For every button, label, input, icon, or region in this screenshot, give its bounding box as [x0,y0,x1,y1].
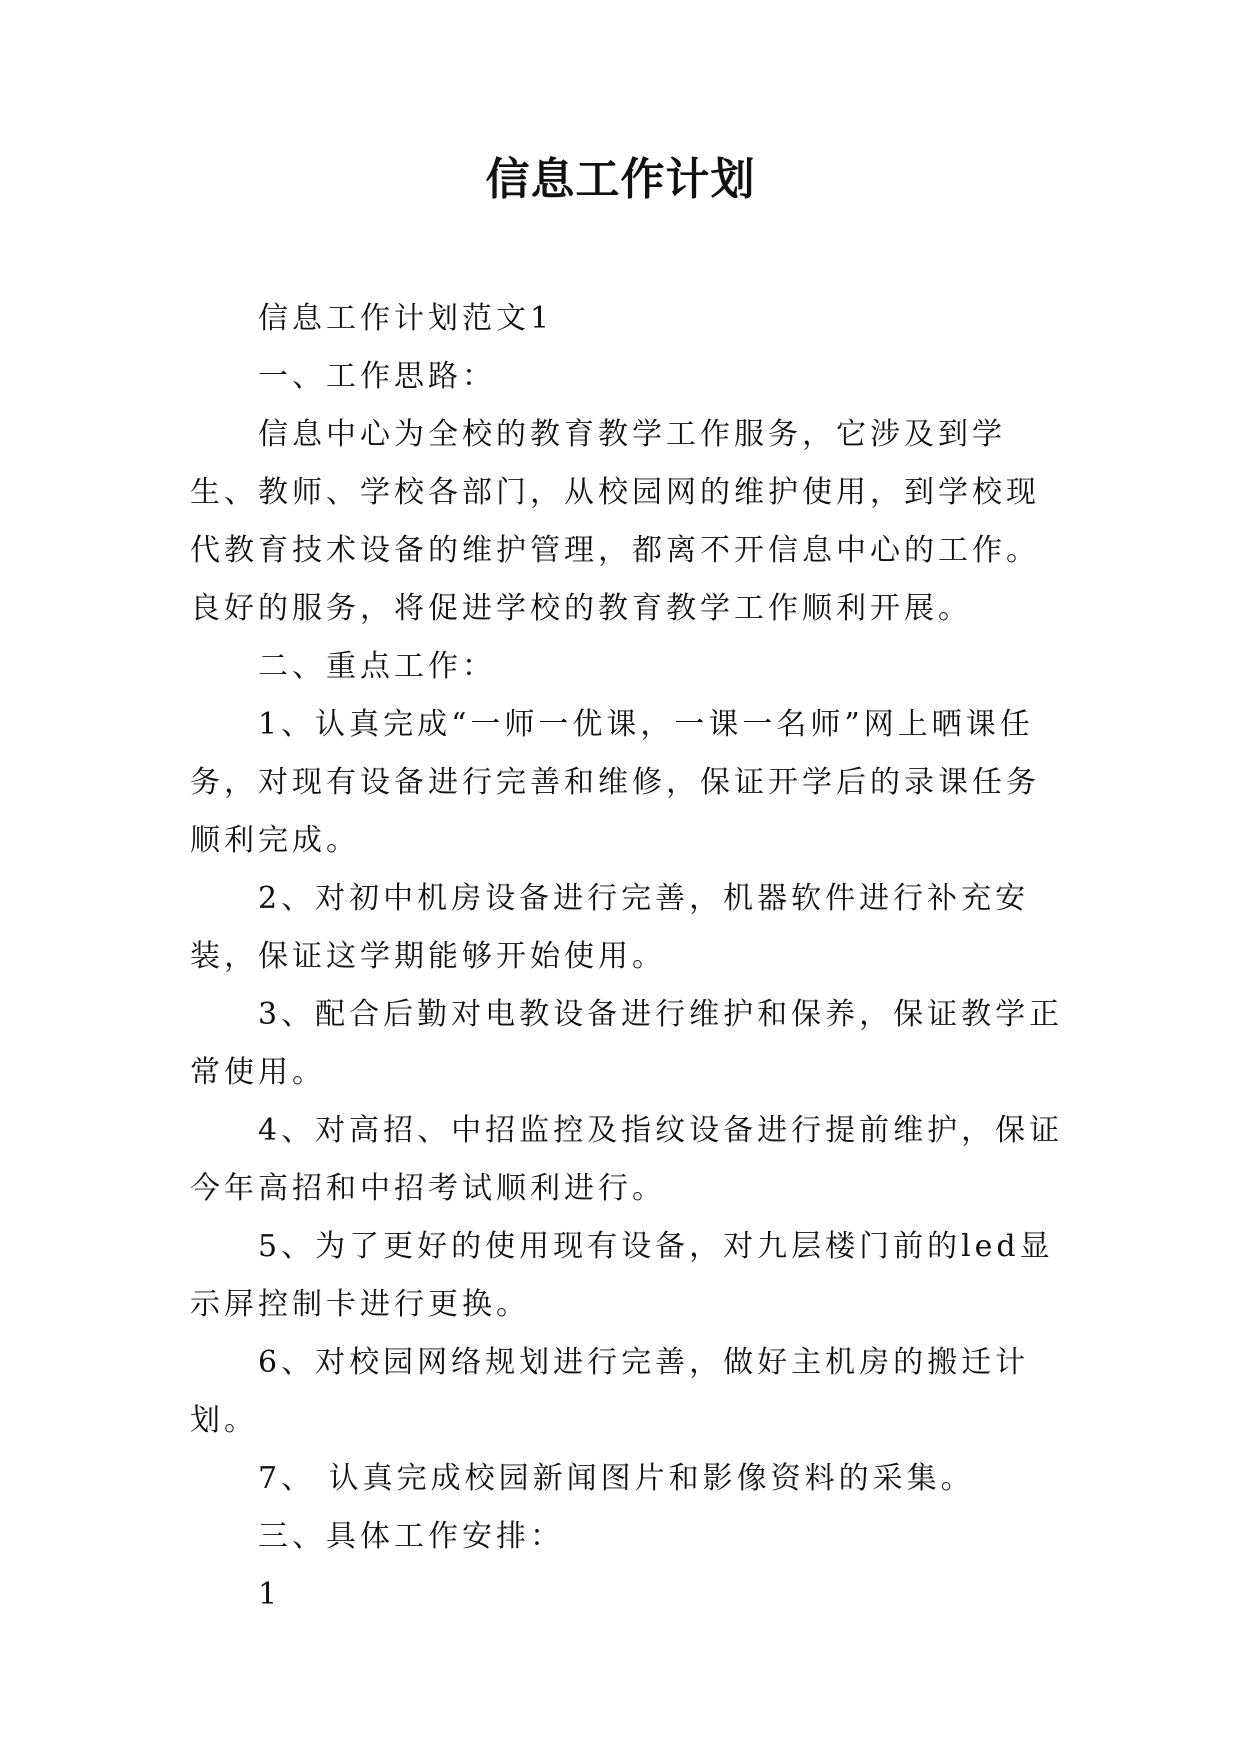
section-heading-key-work: 二、重点工作： [258,649,496,684]
document-title: 信息工作计划 [485,154,756,205]
paragraph-item-7: 7、 认真完成校园新闻图片和影像资料的采集。 [258,1461,975,1496]
paragraph-work-ideas: 信息中心为全校的教育教学工作服务，它涉及到学生、教师、学校各部门，从校园网的维护使用，到学校现代教育技术设备的维护管理，都离不开信息中心的工作。良好的服务，将促进学校的教育教学工作顺利开展。 [190,417,1040,626]
section-heading-work-ideas: 一、工作思路： [258,359,496,394]
paragraph-item-5: 5、为了更好的使用现有设备，对九层楼门前的led显示屏控制卡进行更换。 [190,1229,1054,1322]
document-body [190,290,1070,1624]
section-heading-arrangement: 三、具体工作安排： [258,1519,564,1554]
paragraph-item-4: 4、对高招、中招监控及指纹设备进行提前维护，保证今年高招和中招考试顺利进行。 [190,1113,1064,1206]
paragraph-item-3: 3、配合后勤对电教设备进行维护和保养，保证教学正常使用。 [190,997,1064,1090]
paragraph-item-2: 2、对初中机房设备进行完善，机器软件进行补充安装，保证这学期能够开始使用。 [190,881,1030,974]
paragraph-arrangement-1: 1 [258,1577,282,1612]
paragraph-item-6: 6、对校园网络规划进行完善，做好主机房的搬迁计划。 [190,1345,1030,1438]
paragraph-heading-sample: 信息工作计划范文1 [258,301,554,336]
paragraph-item-1: 1、认真完成“一师一优课，一课一名师”网上晒课任务，对现有设备进行完善和维修，保证开学后的录课任务顺利完成。 [190,707,1040,858]
